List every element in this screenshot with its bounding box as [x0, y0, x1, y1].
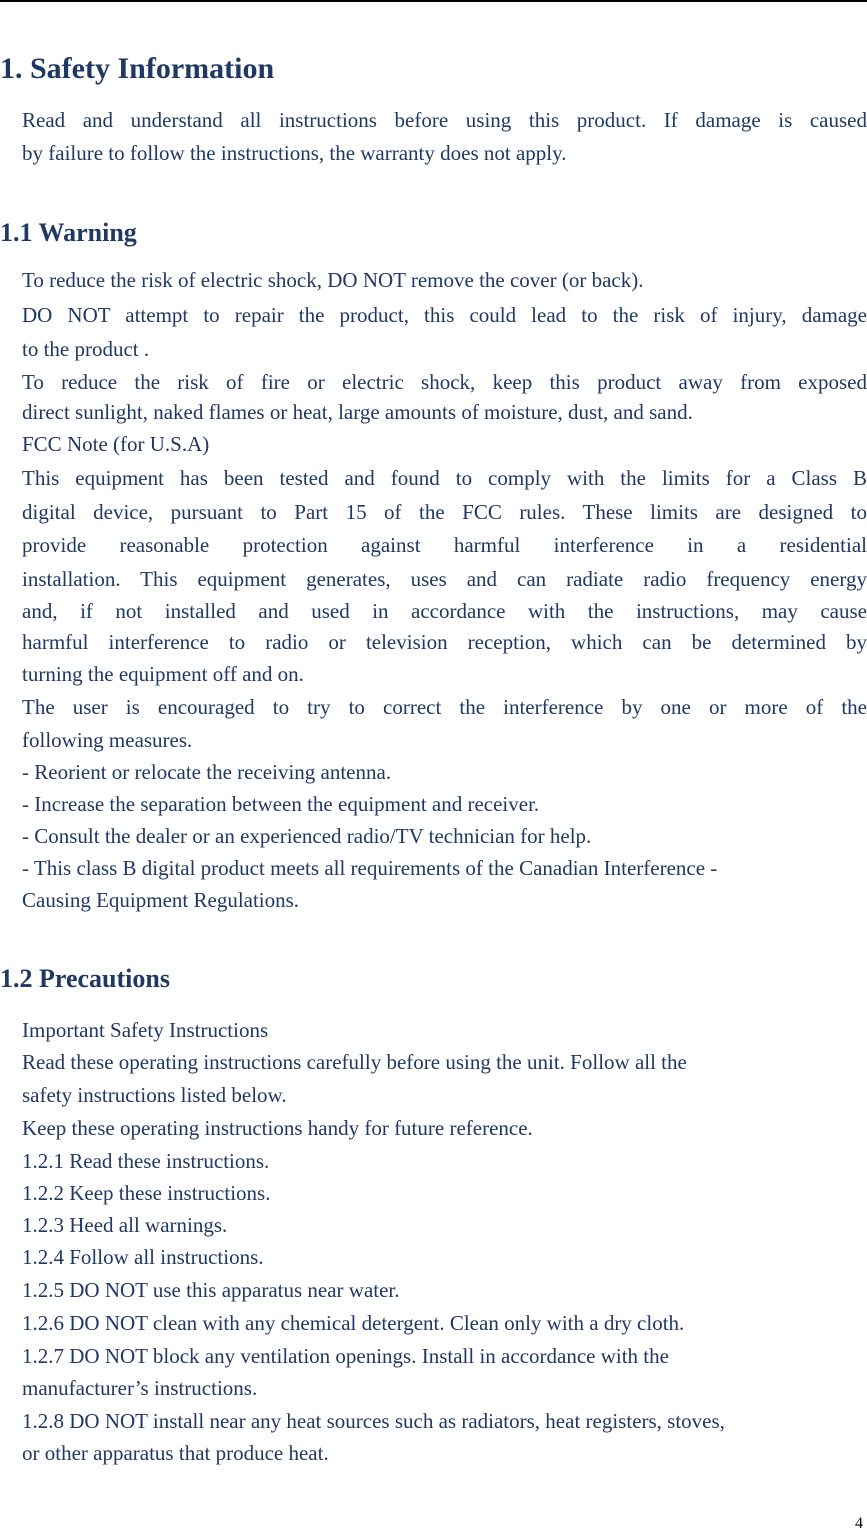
warning-line: digital device, pursuant to Part 15 of the FCC rules. These limits are designed to	[22, 500, 867, 524]
warning-line: DO NOT attempt to repair the product, this could lead to the risk of injury, damage	[22, 303, 867, 327]
warning-line: Causing Equipment Regulations.	[22, 888, 300, 912]
precautions-line: Keep these operating instructions handy for future reference.	[22, 1116, 533, 1140]
warning-line: This equipment has been tested and found to comply with the limits for a Class B	[22, 466, 867, 490]
warning-line: harmful interference to radio or television reception, which can be determined by	[22, 630, 867, 654]
precaution-item: 1.2.4 Follow all instructions.	[22, 1245, 264, 1269]
page-number: 4	[855, 1515, 863, 1532]
warning-line: installation. This equipment generates, uses and can radiate radio frequency energy	[22, 567, 867, 591]
fcc-note-heading: FCC Note (for U.S.A)	[22, 432, 210, 456]
warning-measure: - This class B digital product meets all requirements of the Canadian Interference -	[22, 856, 718, 880]
warning-line: To reduce the risk of fire or electric shock, keep this product away from exposed	[22, 370, 867, 394]
section-heading-warning: 1.1 Warning	[0, 218, 137, 247]
precautions-line: Important Safety Instructions	[22, 1018, 269, 1042]
warning-measure: - Reorient or relocate the receiving antenna.	[22, 760, 392, 784]
precautions-line: Read these operating instructions carefully before using the unit. Follow all the	[22, 1050, 687, 1074]
precaution-item: manufacturer’s instructions.	[22, 1376, 258, 1400]
warning-line: To reduce the risk of electric shock, DO NOT remove the cover (or back).	[22, 268, 644, 292]
warning-line: and, if not installed and used in accordance with the instructions, may cause	[22, 599, 867, 623]
warning-line: direct sunlight, naked flames or heat, large amounts of moisture, dust, and sand.	[22, 400, 693, 424]
warning-line: to the product .	[22, 337, 150, 361]
warning-line: following measures.	[22, 728, 193, 752]
precaution-item: or other apparatus that produce heat.	[22, 1441, 329, 1465]
precaution-item: 1.2.2 Keep these instructions.	[22, 1181, 271, 1205]
precaution-item: 1.2.5 DO NOT use this apparatus near water.	[22, 1278, 400, 1302]
warning-line: The user is encouraged to try to correct the interference by one or more of the	[22, 695, 867, 719]
precaution-item: 1.2.3 Heed all warnings.	[22, 1213, 228, 1237]
warning-measure: - Increase the separation between the equipment and receiver.	[22, 792, 540, 816]
precaution-item: 1.2.7 DO NOT block any ventilation openings. Install in accordance with the	[22, 1344, 669, 1368]
section-heading-precautions: 1.2 Precautions	[0, 964, 170, 993]
precaution-item: 1.2.6 DO NOT clean with any chemical detergent. Clean only with a dry cloth.	[22, 1311, 685, 1335]
page-title: 1. Safety Information	[0, 52, 275, 85]
precaution-item: 1.2.1 Read these instructions.	[22, 1149, 270, 1173]
intro-line: Read and understand all instructions before using this product. If damage is caused	[22, 108, 867, 132]
precautions-line: safety instructions listed below.	[22, 1083, 287, 1107]
top-rule	[0, 0, 867, 2]
warning-line: provide reasonable protection against harmful interference in a residential	[22, 533, 867, 557]
intro-line: by failure to follow the instructions, the warranty does not apply.	[22, 141, 567, 165]
warning-measure: - Consult the dealer or an experienced radio/TV technician for help.	[22, 824, 592, 848]
precaution-item: 1.2.8 DO NOT install near any heat sources such as radiators, heat registers, stoves,	[22, 1409, 725, 1433]
warning-line: turning the equipment off and on.	[22, 662, 304, 686]
